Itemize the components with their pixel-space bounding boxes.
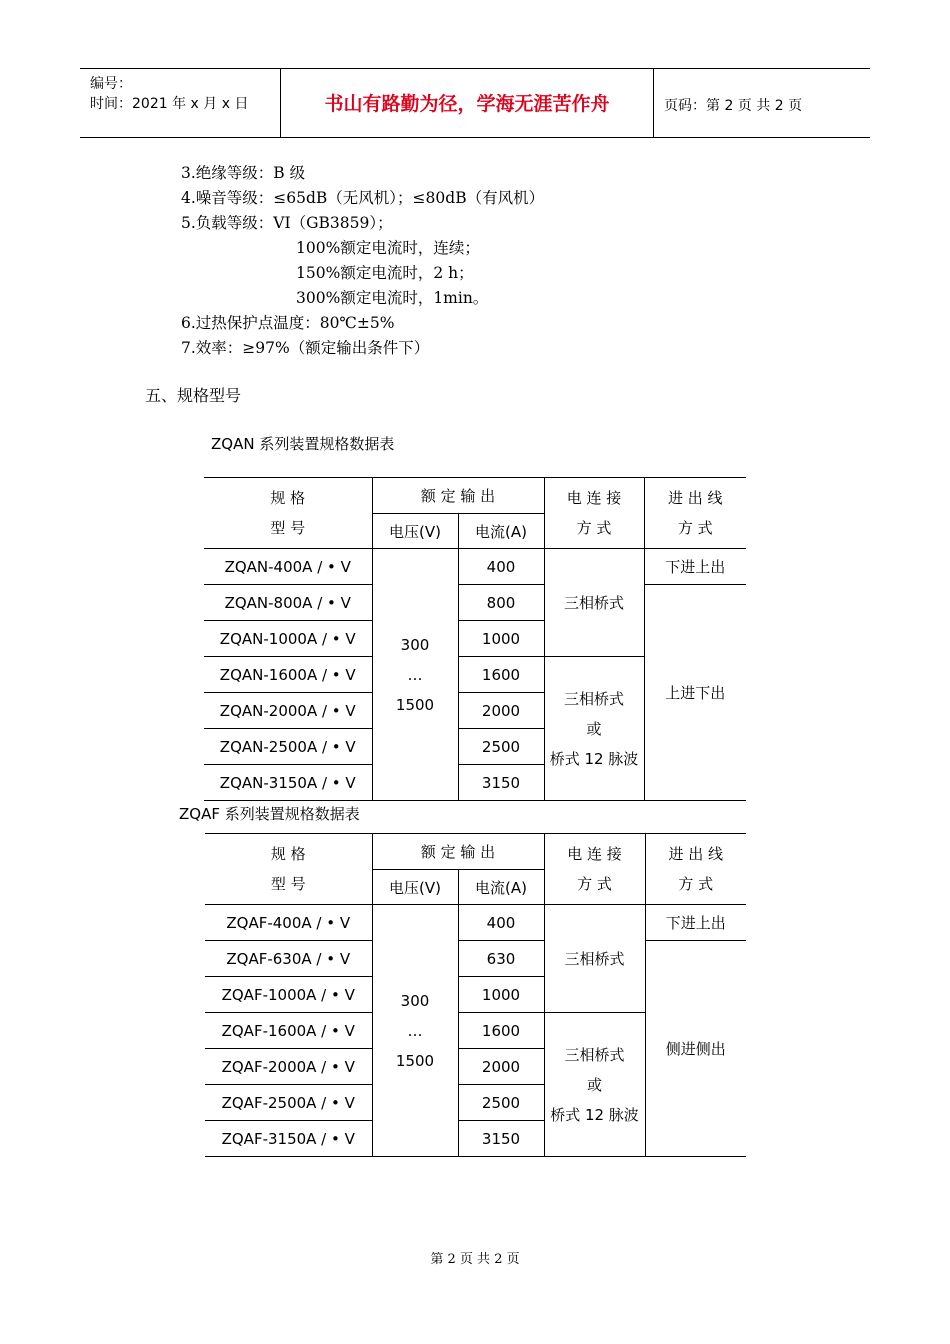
voltage-range: 300 … 1500: [372, 905, 458, 1157]
current-cell: 1000: [458, 621, 544, 657]
current-cell: 2500: [458, 1085, 544, 1121]
connection-a: 三相桥式: [544, 549, 644, 657]
spec-load-100: 100%额定电流时，连续；: [296, 239, 480, 257]
model-cell: ZQAN-2000A / • V: [204, 693, 372, 729]
current-cell: 630: [458, 941, 544, 977]
current-cell: 3150: [458, 1121, 544, 1157]
model-cell: ZQAF-630A / • V: [205, 941, 372, 977]
hdr-model: 规 格 型 号: [205, 834, 372, 905]
current-cell: 800: [458, 585, 544, 621]
current-cell: 400: [458, 549, 544, 585]
hdr-model: 规 格 型 号: [204, 478, 372, 549]
inout-b: 上进下出: [644, 585, 746, 801]
page-footer: 第 2 页 共 2 页: [430, 1252, 520, 1267]
table1: [204, 477, 746, 801]
spec-load-300: 300%额定电流时，1min。: [296, 289, 489, 307]
hdr-voltage: 电压(V): [372, 514, 458, 549]
connection-b: 三相桥式 或 桥式 12 脉波: [544, 657, 644, 801]
current-cell: 3150: [458, 765, 544, 801]
inout-a: 下进上出: [645, 905, 746, 941]
spec-efficiency: 7.效率：≥97%（额定输出条件下）: [181, 339, 430, 357]
current-cell: 400: [458, 905, 544, 941]
hdr-rated-output: 额 定 输 出: [372, 478, 544, 514]
inout-b: 侧进侧出: [645, 941, 746, 1157]
model-cell: ZQAN-400A / • V: [204, 549, 372, 585]
inout-a: 下进上出: [644, 549, 746, 585]
current-cell: 2000: [458, 1049, 544, 1085]
model-cell: ZQAF-400A / • V: [205, 905, 372, 941]
model-cell: ZQAN-3150A / • V: [204, 765, 372, 801]
current-cell: 1000: [458, 977, 544, 1013]
current-cell: 2500: [458, 729, 544, 765]
current-cell: 2000: [458, 693, 544, 729]
page-header: [80, 68, 870, 138]
spec-overheat: 6.过热保护点温度：80℃±5%: [181, 314, 395, 332]
section-title: 五、规格型号: [145, 386, 242, 405]
hdr-connection: 电 连 接 方 式: [544, 834, 645, 905]
model-cell: ZQAN-2500A / • V: [204, 729, 372, 765]
model-cell: ZQAN-1000A / • V: [204, 621, 372, 657]
model-cell: ZQAN-1600A / • V: [204, 657, 372, 693]
model-cell: ZQAF-1000A / • V: [205, 977, 372, 1013]
hdr-current: 电流(A): [458, 514, 544, 549]
spec-load: 5.负载等级：VI（GB3859）；: [181, 214, 393, 232]
header-motto: 书山有路勤为径，学海无涯苦作舟: [281, 69, 654, 137]
spec-noise: 4.噪音等级：≤65dB（无风机）；≤80dB（有风机）: [181, 189, 545, 207]
code-label: 编号：: [90, 76, 132, 92]
hdr-rated-output: 额 定 输 出: [372, 834, 544, 870]
connection-b: 三相桥式 或 桥式 12 脉波: [544, 1013, 645, 1157]
hdr-connection: 电 连 接 方 式: [544, 478, 644, 549]
model-cell: ZQAN-800A / • V: [204, 585, 372, 621]
model-cell: ZQAF-2500A / • V: [205, 1085, 372, 1121]
hdr-current: 电流(A): [458, 870, 544, 905]
table2: [205, 833, 746, 1157]
table2-title: ZQAF 系列装置规格数据表: [179, 805, 360, 823]
time-label: 时间：2021 年 x 月 x 日: [90, 96, 249, 112]
model-cell: ZQAF-3150A / • V: [205, 1121, 372, 1157]
model-cell: ZQAF-1600A / • V: [205, 1013, 372, 1049]
hdr-voltage: 电压(V): [372, 870, 458, 905]
header-page-info: 页码：第 2 页 共 2 页: [664, 98, 803, 114]
spec-load-150: 150%额定电流时，2 h；: [296, 264, 474, 282]
current-cell: 1600: [458, 1013, 544, 1049]
hdr-inout: 进 出 线 方 式: [644, 478, 746, 549]
voltage-range: 300 … 1500: [372, 549, 458, 801]
header-meta: [80, 69, 281, 137]
spec-insulation: 3.绝缘等级：B 级: [181, 164, 306, 182]
current-cell: 1600: [458, 657, 544, 693]
connection-a: 三相桥式: [544, 905, 645, 1013]
model-cell: ZQAF-2000A / • V: [205, 1049, 372, 1085]
hdr-inout: 进 出 线 方 式: [645, 834, 746, 905]
table1-title: ZQAN 系列装置规格数据表: [211, 435, 395, 453]
